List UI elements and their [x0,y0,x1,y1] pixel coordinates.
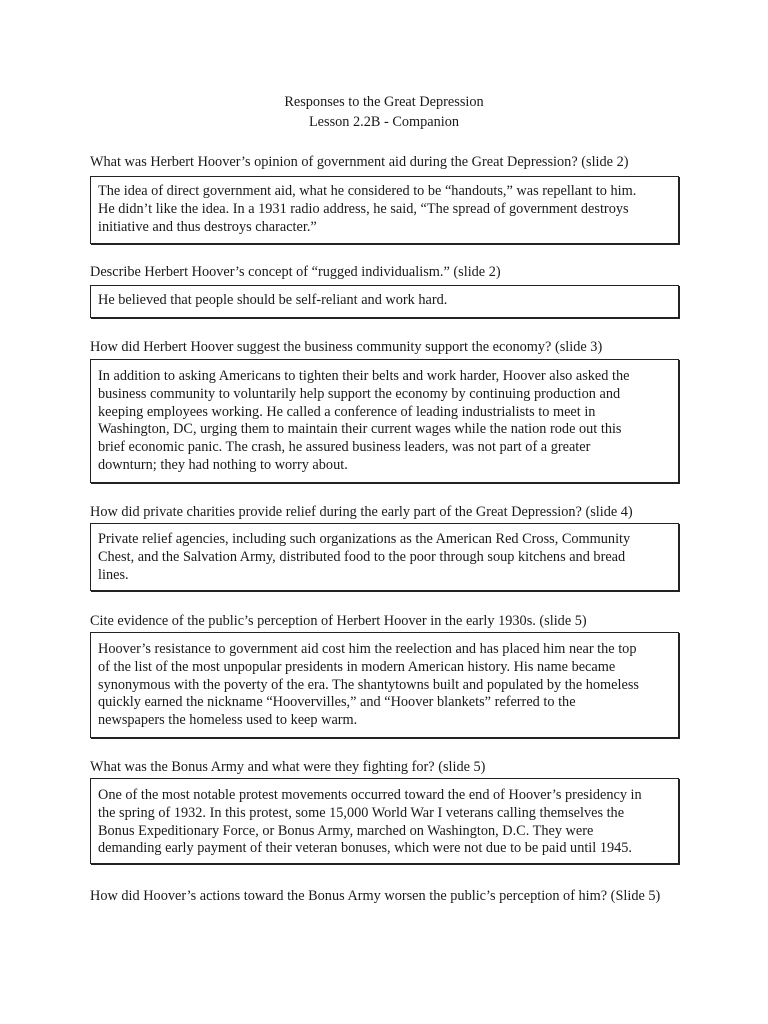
answer-line: Chest, and the Salvation Army, distributed food to the poor through soup kitchens and bread [98,548,626,565]
answer-box-6 [90,778,679,864]
answer-box-3 [90,359,679,483]
answer-box-2 [90,285,679,318]
answer-line: brief economic panic. The crash, he assured business leaders, was not part of a greater [98,439,591,456]
answer-line: newspapers the homeless used to keep warm. [98,712,358,729]
answer-line: demanding early payment of their veteran bonuses, which were not due to be paid until 1945. [98,840,632,857]
answer-line: He believed that people should be self-reliant and work hard. [98,292,448,308]
answer-line: Washington, DC, urging them to maintain their current wages while the nation rode out this [98,421,622,438]
question-5: Cite evidence of the public’s perception of Herbert Hoover in the early 1930s. (slide 5) [90,613,587,629]
answer-line: Hoover’s resistance to government aid cost him the reelection and has placed him near the top [98,641,637,657]
answer-line: initiative and thus destroys character.” [98,218,317,235]
question-4: How did private charities provide relief during the early part of the Great Depression? (slide 4) [90,504,633,520]
question-3: How did Herbert Hoover suggest the business community support the economy? (slide 3) [90,339,603,355]
answer-line: The idea of direct government aid, what he considered to be “handouts,” was repellant to him. [98,183,637,199]
question-6: What was the Bonus Army and what were they fighting for? (slide 5) [90,759,486,775]
answer-line: quickly earned the nickname “Hoovervilles,” and “Hoover blankets” referred to the [98,694,576,711]
answer-line: One of the most notable protest movements occurred toward the end of Hoover’s presidency in [98,787,642,803]
answer-line: keeping employees working. He called a conference of leading industrialists to meet in [98,403,596,420]
answer-line: business community to voluntarily help support the economy by continuing production and [98,385,621,402]
answer-line: In addition to asking Americans to tighten their belts and work harder, Hoover also asked the [98,368,630,384]
worksheet-title: Responses to the Great Depression [284,94,484,110]
lesson-subtitle: Lesson 2.2B - Companion [308,114,460,130]
question-7: How did Hoover’s actions toward the Bonus Army worsen the public’s perception of him? (Slide 5) [90,888,661,904]
answer-line: lines. [98,566,129,583]
question-2: Describe Herbert Hoover’s concept of “rugged individualism.” (slide 2) [90,264,501,280]
answer-box-5 [90,632,679,738]
answer-line: synonymous with the poverty of the era. The shantytowns built and populated by the homeless [98,676,639,693]
answer-line: Private relief agencies, including such organizations as the American Red Cross, Community [98,531,631,547]
answer-box-4 [90,523,679,591]
question-1: What was Herbert Hoover’s opinion of government aid during the Great Depression? (slide 2) [90,154,629,170]
answer-line: Bonus Expeditionary Force, or Bonus Army, marched on Washington, D.C. They were [98,822,594,839]
answer-line: the spring of 1932. In this protest, some 15,000 World War I veterans calling themselves the [98,804,625,821]
answer-line: of the list of the most unpopular presidents in modern American history. His name became [98,658,616,675]
answer-line: downturn; they had nothing to worry about. [98,456,348,473]
answer-box-1 [90,176,679,244]
answer-line: He didn’t like the idea. In a 1931 radio address, he said, “The spread of government destroys [98,200,629,217]
